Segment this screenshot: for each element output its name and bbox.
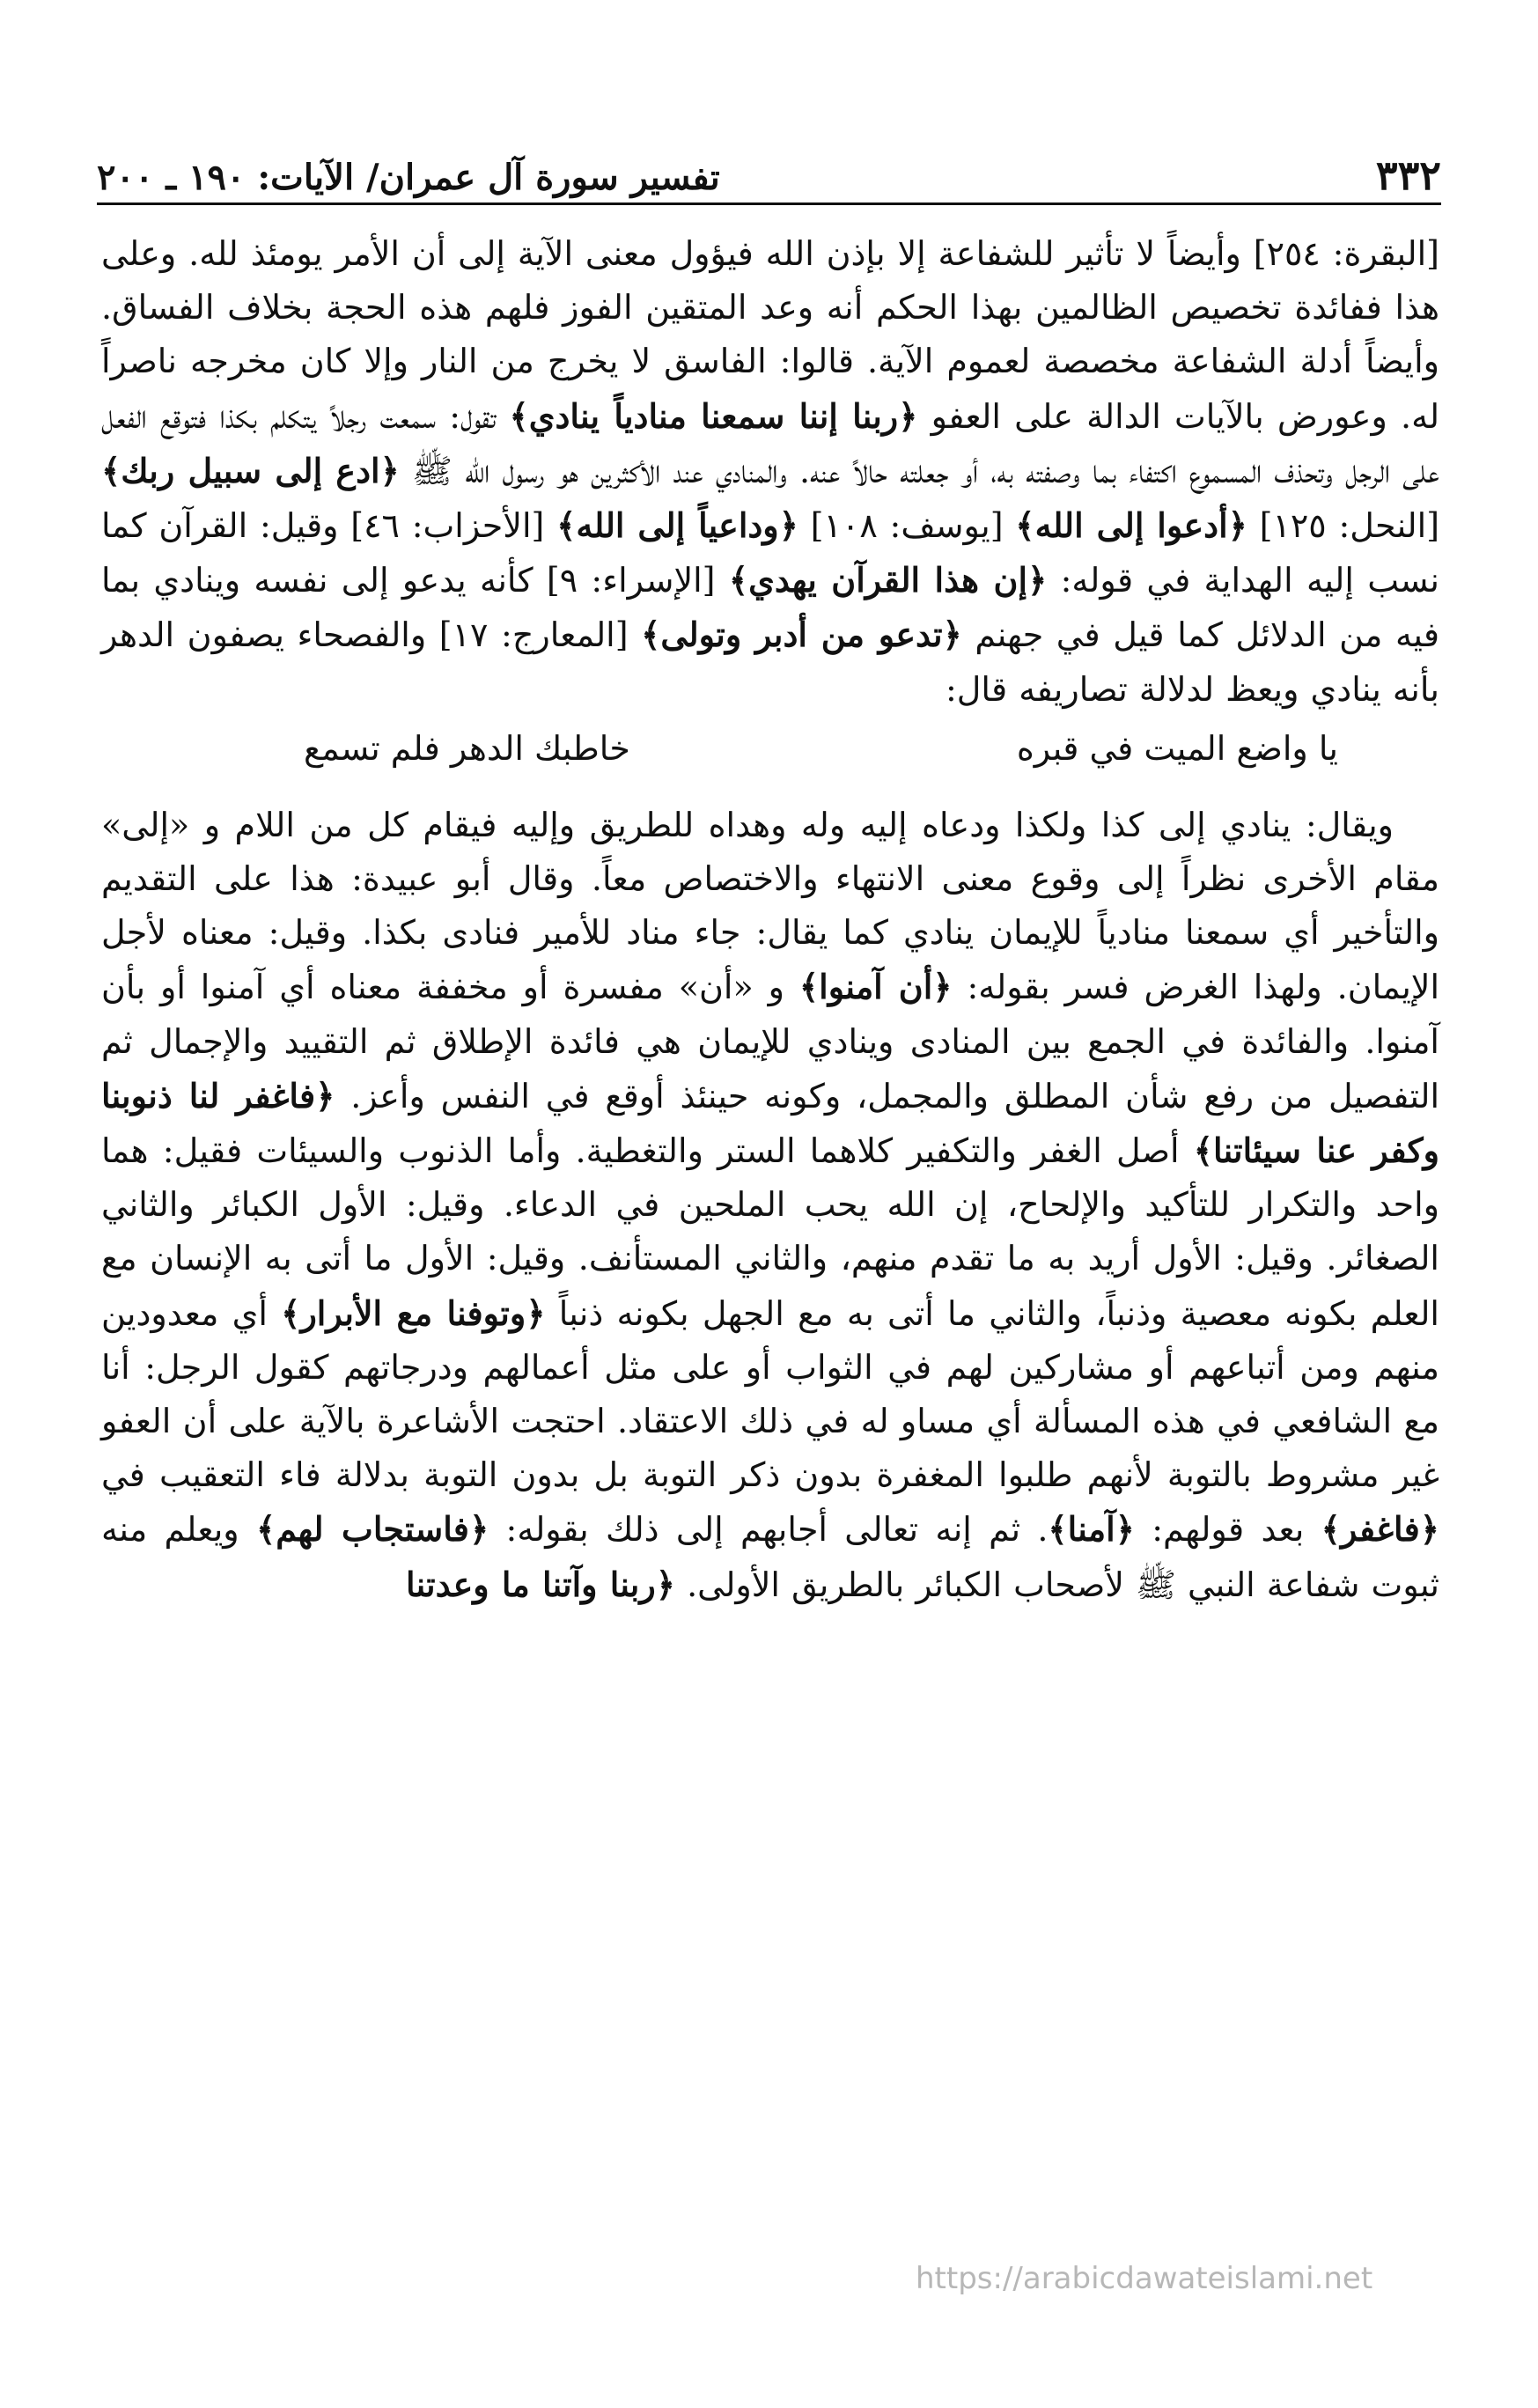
poetry-verse [304,722,1338,776]
text-run: [الإسراء: ٩] كأنه يدعو إلى نفسه وينادي بما فيه من الدلائل كما قيل في جهنم [101,561,1439,655]
text-run: أصل الغفر والتكفير كلاهما الستر والتغطية. وأما الذنوب والسيئات فقيل: هما واحد والتكرار للتأكيد والإلحاح، إن الله يحب الملحين في الدعاء. وقيل: الأول الكبائر والثاني الصغائر. وقيل: الأول أريد به ما تقدم منهم، والثاني المستأنف. وقيل: الأول ما أتى به الإنسان مع العلم بكونه معصية وذنباً، والثاني ما أتى به مع الجهل بكونه ذنباً [101,1131,1439,1333]
quran-citation: ﴿فاغفر لنا ذنوبنا وكفر عنا سيئاتنا﴾ [101,1075,1440,1171]
text-run: [البقرة: ٢٥٤] وأيضاً لا تأثير للشفاعة إلا بإذن الله فيؤول معنى الآية إلى أن الأمر يومئذ لله. وعلى هذا ففائدة تخصيص الظالمين بهذا الحكم أنه وعد المتقين الفوز فلهم هذه الحجة بخلاف الفساق. وأيضاً أدلة الشفاعة مخصصة لعموم الآية. قالوا: الفاسق لا يخرج من النار وإلا كان مخرجه ناصراً له. وعورض بالآيات الدالة على العفو [101,234,1440,436]
quran-citation: ﴿وداعياً إلى الله﴾ [556,505,798,546]
text-run: و «أن» مفسرة أو مخففة معناه أي آمنوا أو بأن آمنوا. والفائدة في الجمع بين المنادى وينادي للإيمان هي فائدة الإطلاق ثم التقييد والإجمال ثم التفصيل من رفع شأن المطلق والمجمل، وكونه حينئذ أوقع في النفس وأعز. [101,968,1439,1116]
verse-first-hemistich: يا واضع الميت في قبره [1016,728,1338,768]
quran-citation: ﴿فاغفر﴾ [1321,1509,1440,1550]
quran-citation: ﴿فاستجاب لهم﴾ [255,1509,489,1550]
quran-citation: ﴿وتوفنا مع الأبرار﴾ [281,1292,546,1333]
text-run: أي معدودين منهم ومن أتباعهم أو مشاركين لهم في الثواب أو على مثل أعمالهم ودرجاتهم كقول الرجل: أنا مع الشافعي في هذه المسألة أي مساو له في ذلك الاعتقاد. احتجت الأشاعرة بالآية على أن العفو غير مشروط بالتوبة لأنهم طلبوا المغفرة بدون ذكر التوبة بل بدون التوبة بدلالة فاء التعقيب في [101,1293,1439,1495]
quran-citation: ﴿أن آمنوا﴾ [798,967,953,1007]
quran-citation: ﴿ربنا إننا سمعنا منادياً ينادي﴾ [509,395,918,436]
text-run: ويقال: ينادي إلى كذا ولكذا ودعاه إليه وله وهداه للطريق وإليه فيقام كل من اللام و «إلى» مقام الأخرى نظراً إلى وقوع معنى الانتهاء والاختصاص معاً. وقال أبو عبيدة: هذا على التقديم والتأخير أي سمعنا منادياً للإيمان ينادي كما يقال: جاء مناد للأمير فنادى بكذا. وقيل: معناه لأجل الإيمان. ولهذا الغرض فسر بقوله: [101,805,1439,1007]
quran-citation: ﴿إن هذا القرآن يهدي﴾ [728,560,1048,600]
text-run: . ثم إنه تعالى أجابهم إلى ذلك بقوله: [489,1510,1049,1550]
quran-citation: ﴿ادع إلى سبيل ربك﴾ [101,450,400,490]
paragraph-1 [101,227,1439,717]
quran-citation: ﴿آمنا﴾ [1048,1509,1135,1550]
text-run: [النحل: ١٢٥] [1247,506,1440,546]
text-run: [المعارج: ١٧] والفصحاء يصفون الدهر بأنه ينادي ويعظ لدلالة تصاريفه قال: [101,615,1439,709]
text-run: [الأحزاب: ٤٦] وقيل: القرآن كما نسب إليه الهداية في قوله: [101,506,1440,600]
quran-citation: ﴿أدعوا إلى الله﴾ [1015,505,1247,546]
text-run: تقول: سمعت رجلاً يتكلم بكذا فتوقع الفعل على الرجل وتحذف المسموع اكتفاء بما وصفته به، أو جعلته حالاً عنه. والمنادي عند الأكثرين هو رسول الله ﷺ [101,396,1439,490]
verse-second-hemistich: خاطبك الدهر فلم تسمع [304,728,630,768]
watermark-url: https://arabicdawateislami.net [916,2261,1373,2296]
quran-citation: ﴿ربنا وآتنا ما وعدتنا [406,1564,675,1604]
paragraph-2 [101,799,1439,1612]
page-header [97,132,1441,199]
text-run: ويعلم منه ثبوت شفاعة النبي ﷺ لأصحاب الكبائر بالطريق الأولى. [101,1510,1439,1604]
text-run: [يوسف: ١٠٨] [798,506,1016,546]
body-text [101,227,1439,1612]
page-number: ٣٣٢ [1375,151,1441,199]
header-rule [97,203,1441,205]
text-run: بعد قولهم: [1134,1510,1321,1550]
quran-citation: ﴿تدعو من أدبر وتولى﴾ [641,615,962,655]
running-title: تفسير سورة آل عمران/ الآيات: ١٩٠ ـ ٢٠٠ [97,157,720,198]
